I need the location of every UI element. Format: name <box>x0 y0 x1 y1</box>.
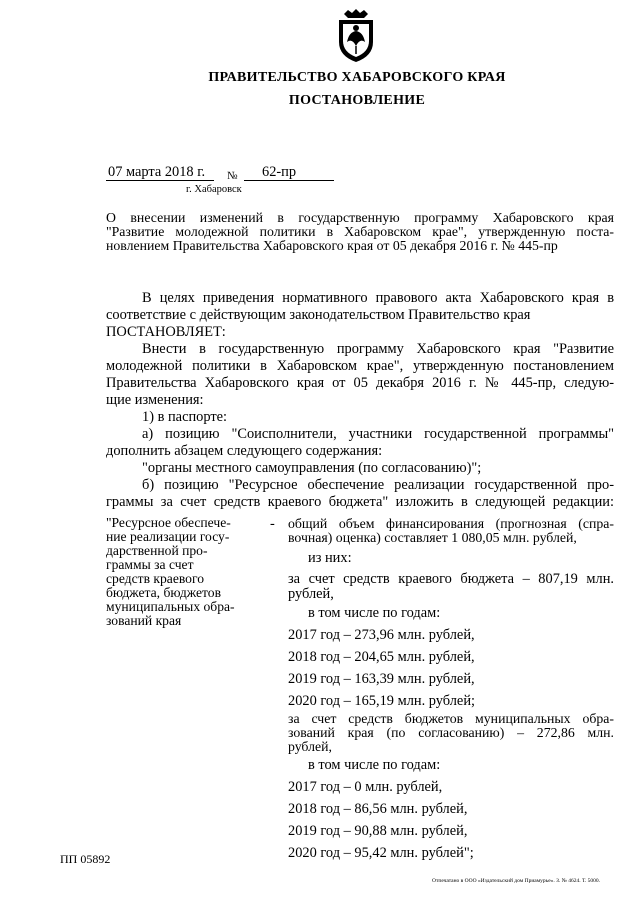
table-right-line: общий объем финансирования (прогнозная (спра- <box>288 516 614 531</box>
table-left-line: "Ресурсное обеспече- <box>106 515 231 530</box>
document-code: ПП 05892 <box>60 852 111 866</box>
table-right-line: 2018 год – 86,56 млн. рублей, <box>288 801 468 817</box>
doc-title-line: "Развитие молодежной политики в Хабаровском крае", утвержденную поста- <box>106 224 614 239</box>
table-left-line: зований края <box>106 613 182 628</box>
body-line: молодежной политики в Хабаровском крае", утвержденную постановлением <box>106 358 614 374</box>
date-underline <box>106 180 214 181</box>
document-date: 07 марта 2018 г. <box>108 164 206 180</box>
table-right-line: за счет средств краевого бюджета – 807,19 млн. <box>288 571 614 587</box>
table-right-line: вочная) оценка) составляет 1 080,05 млн. рублей, <box>288 530 577 545</box>
body-line: а) позицию "Соисполнители, участники государственной программы" <box>142 426 614 442</box>
table-right-line: 2020 год – 165,19 млн. рублей; <box>288 693 476 709</box>
table-left-line: дарственной про- <box>106 543 208 558</box>
body-line: б) позицию "Ресурсное обеспечение реализации государственной про- <box>142 477 614 493</box>
body-line: Внести в государственную программу Хабаровского края "Развитие <box>142 341 614 357</box>
table-right-line: 2019 год – 90,88 млн. рублей, <box>288 823 468 839</box>
table-right-line: 2017 год – 0 млн. рублей, <box>288 779 443 795</box>
table-left-line: граммы за счет <box>106 557 194 572</box>
printer-imprint: Отпечатано в ООО «Издательский дом Приамурье». З. № 4624. Т. 5000. <box>432 878 600 884</box>
document-city: г. Хабаровск <box>186 184 242 195</box>
table-right-line: из них: <box>308 550 352 566</box>
document-type-title: ПОСТАНОВЛЕНИЕ <box>288 93 426 108</box>
body-line: "органы местного самоуправления (по согласованию)"; <box>142 460 482 476</box>
table-right-line: в том числе по годам: <box>308 757 441 773</box>
table-right-line: за счет средств бюджетов муниципальных обра- <box>288 711 614 726</box>
coat-of-arms-emblem <box>334 8 378 64</box>
intro-line: соответствие с действующим законодательством Правительство края <box>106 307 531 323</box>
body-line: граммы за счет средств краевого бюджета" изложить в следующей редакции: <box>106 494 614 510</box>
table-left-line: средств краевого <box>106 571 205 586</box>
government-title: ПРАВИТЕЛЬСТВО ХАБАРОВСКОГО КРАЯ <box>208 70 506 85</box>
table-right-line: 2020 год – 95,42 млн. рублей"; <box>288 845 474 861</box>
table-right-line: рублей, <box>288 739 332 754</box>
table-right-line: 2018 год – 204,65 млн. рублей, <box>288 649 475 665</box>
table-left-line: ние реализации госу- <box>106 529 230 544</box>
table-right-line: в том числе по годам: <box>308 605 441 621</box>
body-line: щие изменения: <box>106 392 204 408</box>
table-dash: - <box>270 516 275 532</box>
table-right-line: зований края (по согласованию) – 272,86 млн. <box>288 725 614 740</box>
doc-title-line: О внесении изменений в государственную программу Хабаровского края <box>106 210 614 225</box>
table-left-line: бюджета, бюджетов <box>106 585 222 600</box>
body-line: Правительства Хабаровского края от 05 декабря 2016 г. № 445-пр, следую- <box>106 375 614 391</box>
body-line: дополнить абзацем следующего содержания: <box>106 443 383 459</box>
table-right-line: 2019 год – 163,39 млн. рублей, <box>288 671 475 687</box>
number-underline <box>244 180 334 181</box>
intro-resolves: ПОСТАНОВЛЯЕТ: <box>106 324 226 340</box>
intro-line: В целях приведения нормативного правового акта Хабаровского края в <box>142 290 614 306</box>
table-right-line: рублей, <box>288 586 334 602</box>
body-line: 1) в паспорте: <box>142 409 228 425</box>
doc-title-line: новлением Правительства Хабаровского края от 05 декабря 2016 г. № 445-пр <box>106 238 558 253</box>
table-left-line: муниципальных обра- <box>106 599 235 614</box>
number-sign: № <box>227 170 238 182</box>
document-number: 62-пр <box>262 164 297 180</box>
table-right-line: 2017 год – 273,96 млн. рублей, <box>288 627 475 643</box>
